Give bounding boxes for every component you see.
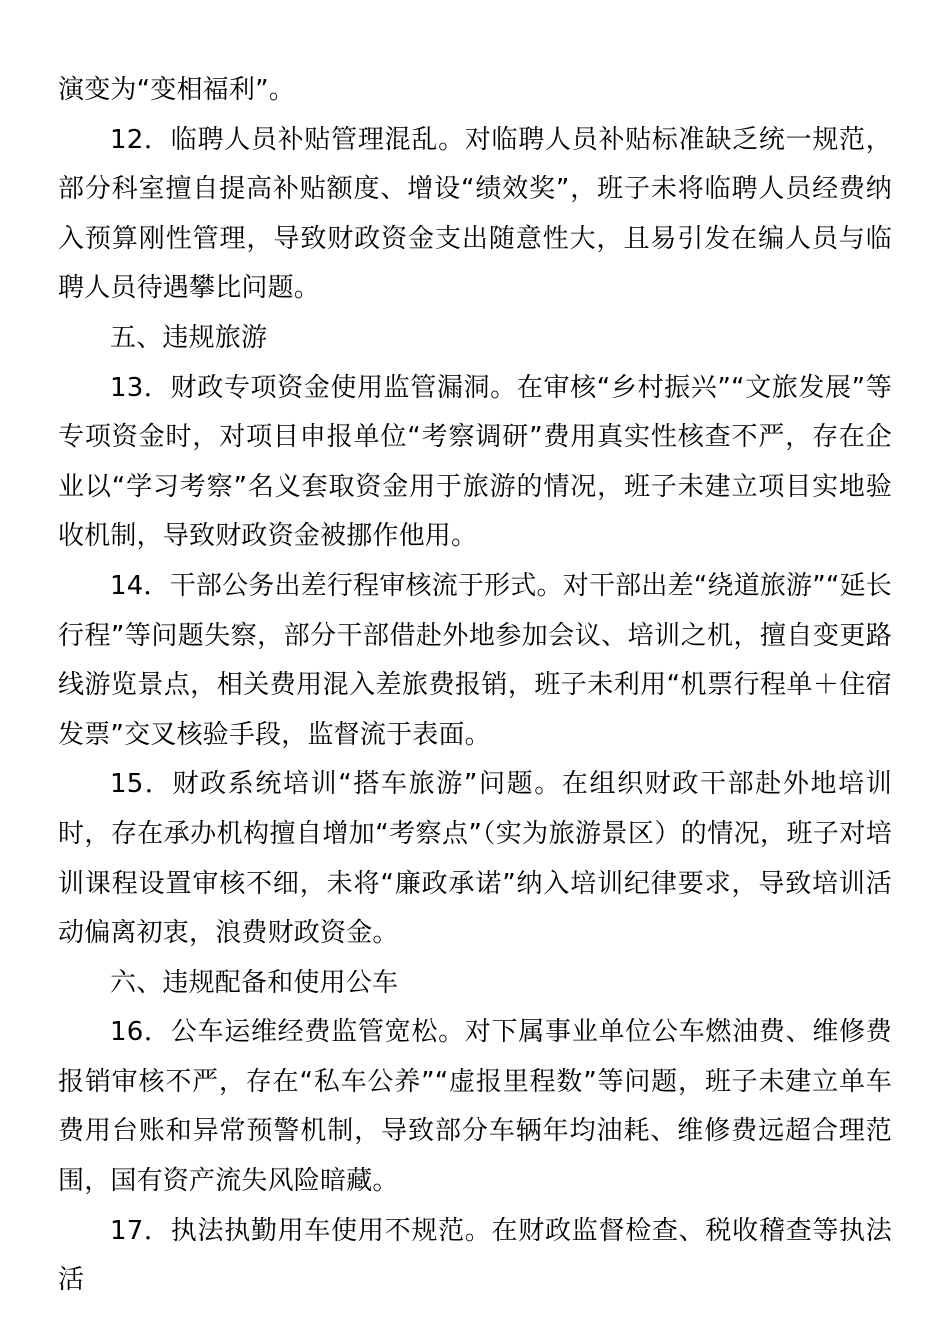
document-body	[58, 66, 892, 1306]
section-heading-5: 五、违规旅游	[110, 322, 268, 353]
paragraph-item-16: 16．公车运维经费监管宽松。对下属事业单位公车燃油费、维修费报销审核不严，存在“私车公养”“虚报里程数”等问题，班子未建立单车费用台账和异常预警机制，导致部分车辆年均油耗、维修费远超合理范围，国有资产流失风险暗藏。	[58, 1017, 892, 1197]
paragraph-item-15: 15．财政系统培训“搭车旅游”问题。在组织财政干部赴外地培训时，存在承办机构擅自增加“考察点”（实为旅游景区）的情况，班子对培训课程设置审核不细，未将“廉政承诺”纳入培训纪律要求，导致培训活动偏离初衷，浪费财政资金。	[58, 769, 892, 949]
paragraph-item-14: 14．干部公务出差行程审核流于形式。对干部出差“绕道旅游”“延长行程”等问题失察，部分干部借赴外地参加会议、培训之机，擅自变更路线游览景点，相关费用混入差旅费报销，班子未利用“机票行程单＋住宿发票”交叉核验手段，监督流于表面。	[58, 570, 892, 750]
section-heading-6: 六、违规配备和使用公车	[110, 967, 399, 998]
paragraph-item-13: 13．财政专项资金使用监管漏洞。在审核“乡村振兴”“文旅发展”等专项资金时，对项目申报单位“考察调研”费用真实性核查不严，存在企业以“学习考察”名义套取资金用于旅游的情况，班子未建立项目实地验收机制，导致财政资金被挪作他用。	[58, 372, 892, 552]
paragraph-item-12: 12．临聘人员补贴管理混乱。对临聘人员补贴标准缺乏统一规范，部分科室擅自提高补贴额度、增设“绩效奖”，班子未将临聘人员经费纳入预算刚性管理，导致财政资金支出随意性大，且易引发在编人员与临聘人员待遇攀比问题。	[58, 124, 892, 304]
paragraph-item-17: 17．执法执勤用车使用不规范。在财政监督检查、税收稽查等执法活	[58, 1215, 892, 1296]
paragraph-continuation: 演变为“变相福利”。	[58, 75, 295, 105]
